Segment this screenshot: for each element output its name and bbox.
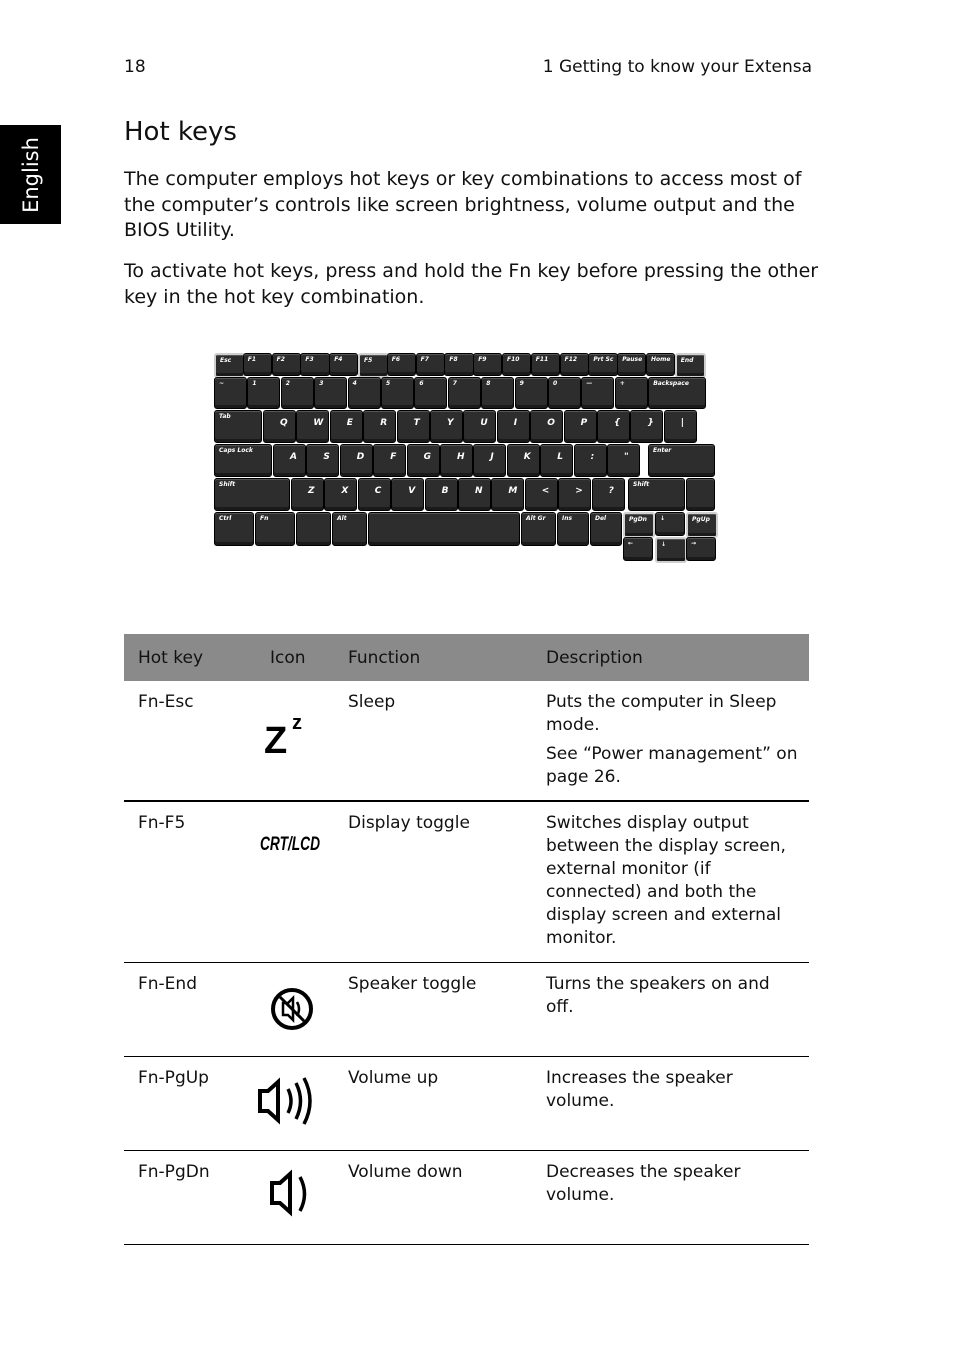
fkey-1: [243, 353, 272, 376]
crt-lcd-icon-text: CRT/LCD: [260, 834, 321, 855]
fkey-13: [588, 353, 617, 376]
description-line: Turns the speakers on and off.: [546, 973, 770, 1017]
table-row: [124, 962, 809, 1056]
table-row: [124, 1150, 809, 1244]
key-row4-6: [458, 478, 491, 511]
key-label: 5: [386, 380, 391, 387]
key-row2-2: [296, 410, 329, 443]
key-fn: [255, 512, 295, 546]
crt-lcd-icon: [256, 812, 326, 862]
key-row2-0: [214, 410, 262, 443]
description-cell: [532, 801, 809, 962]
fkey-7: [416, 353, 445, 376]
key-row3-2: [306, 444, 339, 477]
key-label: T: [413, 418, 420, 428]
key-label: Shift: [219, 481, 236, 488]
key-label: ↓: [661, 541, 667, 548]
key-row1-10: [548, 377, 581, 409]
key-label: R: [380, 418, 388, 428]
key-label: 1: [252, 380, 257, 387]
key-label: Fn: [260, 515, 269, 522]
key-alt-gr: [521, 512, 556, 546]
key-row2-11: [597, 410, 630, 443]
fkey-6: [387, 353, 416, 376]
key-row1-12: [615, 377, 648, 409]
table-row: [124, 801, 809, 962]
key-left: [623, 537, 653, 561]
key-label: Backspace: [653, 380, 689, 387]
description-line: Puts the computer in Sleep mode.: [546, 692, 777, 735]
key-row2-12: [630, 410, 663, 443]
key-label: Pause: [622, 356, 643, 363]
key-label: Tab: [219, 413, 231, 420]
key-label: F8: [449, 356, 458, 363]
key-row4-1: [291, 478, 324, 511]
key-row1-2: [281, 377, 314, 409]
language-tab-label: English: [18, 136, 43, 213]
icon-cell: [256, 1150, 334, 1244]
key-label: ~: [219, 380, 225, 387]
key-row4-10: [592, 478, 625, 511]
key-label: F10: [507, 356, 520, 363]
key-label: Del: [595, 515, 607, 522]
key-label: F5: [364, 357, 373, 364]
key-label: L: [557, 452, 563, 462]
key-label: Home: [651, 356, 671, 363]
function-cell: Volume up: [348, 1067, 439, 1088]
key-row1-7: [448, 377, 481, 409]
fkey-5: [358, 353, 389, 378]
key-label: E: [346, 418, 353, 428]
key-label: Z: [308, 486, 315, 496]
key-row3-10: [574, 444, 607, 477]
key-row1-11: [581, 377, 614, 409]
fkey-3: [300, 353, 329, 376]
speaker-toggle-icon: [256, 973, 326, 1035]
key-del: [590, 512, 622, 546]
key-label: F6: [391, 356, 401, 363]
fkey-11: [531, 353, 560, 376]
key-row4-8: [525, 478, 558, 511]
key-ctrl: [214, 512, 254, 546]
table-row: [124, 1056, 809, 1150]
key-row3-11: [607, 444, 640, 477]
volume-down-icon: [256, 1161, 326, 1223]
key-label: ↓: [660, 515, 666, 522]
key-label: 8: [486, 380, 491, 387]
description-cell: [532, 681, 809, 801]
section-title: Hot keys: [124, 117, 237, 147]
icon-cell: [256, 1056, 334, 1150]
key-label: A: [290, 452, 297, 462]
hotkey-cell: Fn-PgDn: [138, 1161, 210, 1182]
key-row3-7: [473, 444, 506, 477]
activation-paragraph: [124, 259, 824, 310]
key-label: C: [374, 486, 382, 496]
key-label: }: [647, 418, 654, 428]
key-label: Prt Sc: [593, 356, 614, 363]
key-row3-3: [340, 444, 373, 477]
key-row3-5: [407, 444, 440, 477]
key-space: [368, 512, 520, 546]
key-label: X: [341, 486, 349, 496]
key-row3-0: [214, 444, 272, 477]
key-row1-9: [515, 377, 548, 409]
function-cell: Sleep: [348, 692, 396, 712]
header-icon: Icon: [270, 647, 306, 668]
key-row1-1: [247, 377, 280, 409]
key-label: Ins: [562, 515, 573, 522]
key-label: :: [590, 452, 595, 462]
key-label: ": [624, 452, 629, 462]
key-alt: [332, 512, 367, 546]
key-row2-8: [497, 410, 530, 443]
key-label: F: [390, 452, 397, 462]
activation-text-end: key before pressing the other key in the hot key combination.: [124, 260, 819, 308]
fkey-9: [473, 353, 502, 376]
activation-text-start: To activate hot keys, press and hold the: [124, 260, 509, 282]
fkey-14: [617, 353, 646, 376]
key-label: V: [408, 486, 416, 496]
key-label: G: [423, 452, 431, 462]
key-pgdn: [623, 512, 655, 538]
page-number: 18: [124, 57, 146, 77]
key-label: F1: [247, 356, 257, 363]
key-label: 0: [553, 380, 558, 387]
header-description: Description: [546, 647, 643, 668]
key-label: F2: [276, 356, 285, 363]
key-row1-8: [481, 377, 514, 409]
fkey-2: [272, 353, 301, 376]
key-label: U: [480, 418, 488, 428]
key-label: F9: [478, 356, 487, 363]
key-row2-10: [564, 410, 597, 443]
key-row4-4: [391, 478, 424, 511]
key-label: N: [475, 486, 483, 496]
key-label: P: [580, 418, 588, 428]
description-line: Switches display output between the display screen, external monitor (if connected) and both the display screen and external monitor.: [546, 813, 786, 948]
key-label: →: [691, 540, 697, 547]
key-row1-4: [348, 377, 381, 409]
fkey-12: [560, 353, 589, 376]
key-row2-5: [397, 410, 430, 443]
key-label: Y: [447, 418, 454, 428]
language-tab: [0, 125, 61, 224]
hotkey-cell: Fn-Esc: [138, 692, 194, 712]
icon-cell: [256, 962, 334, 1056]
key-label: Q: [280, 418, 288, 428]
volume-up-icon: [256, 1067, 326, 1129]
intro-paragraph: The computer employs hot keys or key combinations to access most of the computer’s controls like screen brightness, volume output and the BIOS Utility.: [124, 168, 802, 241]
key-label: I: [513, 418, 518, 428]
key-label: 3: [319, 380, 324, 387]
key-label: PgUp: [692, 516, 710, 523]
fkey-8: [444, 353, 473, 376]
key-label: |: [680, 418, 685, 428]
key-label: 2: [285, 380, 290, 387]
key-label: J: [490, 452, 494, 462]
key-label: O: [547, 418, 555, 428]
key-left-shift: [214, 478, 290, 511]
key-label: F12: [564, 356, 578, 363]
table-row: [124, 681, 809, 801]
description-cell: [532, 1150, 809, 1244]
svg-text:z: z: [292, 712, 302, 734]
key-up: [655, 512, 685, 536]
description-line: Decreases the speaker volume.: [546, 1161, 741, 1205]
description-cell: [532, 962, 809, 1056]
fn-key-name: Fn: [508, 260, 532, 282]
fkey-0: [214, 353, 245, 378]
description-line: Increases the speaker volume.: [546, 1067, 733, 1111]
key-down: [655, 537, 687, 563]
fkey-16: [675, 353, 706, 378]
key-label: Enter: [653, 447, 672, 454]
key-label: End: [680, 357, 694, 364]
key-row4-2: [324, 478, 357, 511]
key-row2-7: [463, 410, 496, 443]
keyboard-image: [212, 352, 717, 561]
key-row2-6: [430, 410, 463, 443]
key-row1-3: [314, 377, 347, 409]
key-label: 9: [519, 380, 524, 387]
function-cell: Display toggle: [348, 813, 470, 833]
key-label: 7: [452, 380, 457, 387]
key-label: Esc: [220, 357, 232, 364]
key-row4-7: [491, 478, 524, 511]
key-label: >: [575, 486, 583, 496]
fkey-10: [502, 353, 531, 376]
sleep-icon: [256, 691, 326, 761]
fkey-15: [646, 353, 675, 376]
key-label: 4: [352, 380, 357, 387]
key-row1-0: [214, 377, 247, 409]
key-label: Caps Lock: [219, 447, 253, 454]
key-label: Shift: [633, 481, 650, 488]
key-row3-6: [440, 444, 473, 477]
key-row4-9: [558, 478, 591, 511]
header-function: Function: [348, 647, 421, 668]
key-row3-8: [507, 444, 540, 477]
key-row2-9: [530, 410, 563, 443]
hotkey-cell: Fn-End: [138, 973, 197, 994]
key-label: Alt: [337, 515, 347, 522]
svg-text:Z: Z: [264, 720, 288, 762]
key-label: —: [586, 380, 593, 387]
function-cell: Volume down: [348, 1161, 463, 1182]
key-row3-9: [540, 444, 573, 477]
key-row2-3: [330, 410, 363, 443]
key-row1-6: [414, 377, 447, 409]
key-right: [686, 537, 716, 561]
key-ins: [557, 512, 589, 546]
key-label: ←: [628, 540, 634, 547]
fkey-4: [329, 353, 358, 376]
key-label: H: [457, 452, 465, 462]
hotkey-cell: Fn-F5: [138, 813, 186, 833]
function-cell: Speaker toggle: [348, 973, 477, 994]
key-right-shift: [628, 478, 685, 511]
key-label: ?: [608, 486, 614, 496]
icon-cell: [256, 801, 334, 962]
key-row1-13: [648, 377, 706, 409]
key-label: F7: [420, 356, 429, 363]
key-enter: [648, 444, 715, 477]
key-row2-1: [263, 410, 296, 443]
hotkey-cell: Fn-PgUp: [138, 1067, 209, 1088]
key-menu: [686, 478, 715, 511]
key-label: PgDn: [629, 516, 647, 523]
key-row4-5: [425, 478, 458, 511]
key-label: F4: [334, 356, 343, 363]
key-label: M: [508, 486, 518, 496]
key-row4-3: [358, 478, 391, 511]
key-label: W: [313, 418, 324, 428]
key-label: F11: [535, 356, 549, 363]
icon-cell: [256, 681, 334, 801]
key-label: S: [323, 452, 330, 462]
key-label: K: [523, 452, 531, 462]
key-label: {: [614, 418, 621, 428]
key-label: Ctrl: [219, 515, 232, 522]
key-label: <: [541, 486, 550, 496]
key-label: +: [619, 380, 625, 387]
key-row3-1: [273, 444, 306, 477]
key-label: D: [356, 452, 365, 462]
key-label: B: [441, 486, 449, 496]
header-hotkey: Hot key: [138, 647, 204, 668]
key-row3-4: [373, 444, 406, 477]
table-header-row: [124, 634, 809, 681]
hot-keys-table: [124, 634, 809, 1245]
key-pgup: [686, 512, 718, 538]
key-row1-5: [381, 377, 414, 409]
key-label: F3: [305, 356, 314, 363]
key-label: Alt Gr: [526, 515, 546, 522]
key-windows: [296, 512, 331, 546]
key-row2-13: [664, 410, 697, 443]
description-cell: [532, 1056, 809, 1150]
key-label: 6: [419, 380, 424, 387]
description-line: See “Power management” on page 26.: [546, 744, 798, 787]
key-row2-4: [363, 410, 396, 443]
chapter-title: 1 Getting to know your Extensa: [542, 57, 812, 77]
